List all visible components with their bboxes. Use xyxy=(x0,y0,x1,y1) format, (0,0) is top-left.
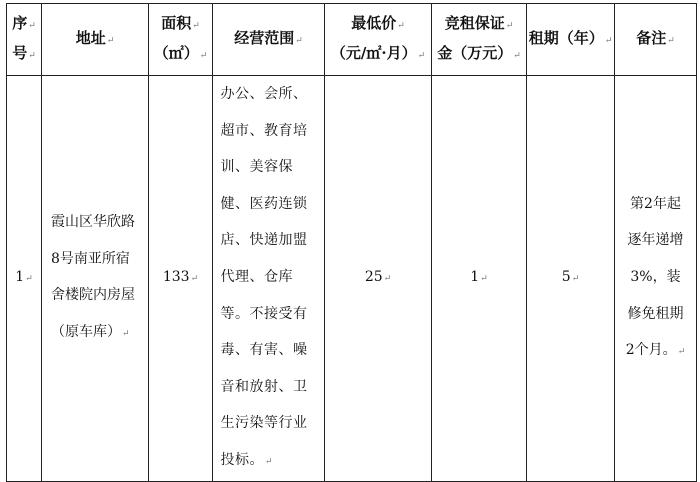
lease-table xyxy=(6,3,697,482)
cell-min-price: 25↵ xyxy=(325,76,432,482)
cell-remarks: 第2年起逐年递增3%，装修免租期2个月。↵ xyxy=(615,76,697,482)
header-min-price: 最低价↵ （元/㎡·月）↵ xyxy=(325,4,432,76)
header-seq: 序↵ 号↵ xyxy=(7,4,42,76)
header-scope: 经营范围↵ xyxy=(213,4,325,76)
header-term: 租期（年）↵ xyxy=(527,4,615,76)
cell-deposit: 1↵ xyxy=(432,76,527,482)
cell-seq: 1↵ xyxy=(7,76,42,482)
header-area: 面积↵ （㎡）↵ xyxy=(149,4,213,76)
cell-term: 5↵ xyxy=(527,76,615,482)
cell-scope: 办公、会所、超市、教育培训、美容保健、医药连锁店、快递加盟代理、仓库等。不接受有毒、有害、噪音和放射、卫生污染等行业投标。↵ xyxy=(213,76,325,482)
header-deposit: 竞租保证↵ 金（万元）↵ xyxy=(432,4,527,76)
cell-area: 133↵ xyxy=(149,76,213,482)
header-row xyxy=(7,4,697,76)
header-address: 地址↵ xyxy=(42,4,149,76)
header-remarks: 备注↵ xyxy=(615,4,697,76)
cell-address: 霞山区华欣路8号南亚所宿舍楼院内房屋（原车库）↵ xyxy=(42,76,149,482)
table-row xyxy=(7,76,697,482)
